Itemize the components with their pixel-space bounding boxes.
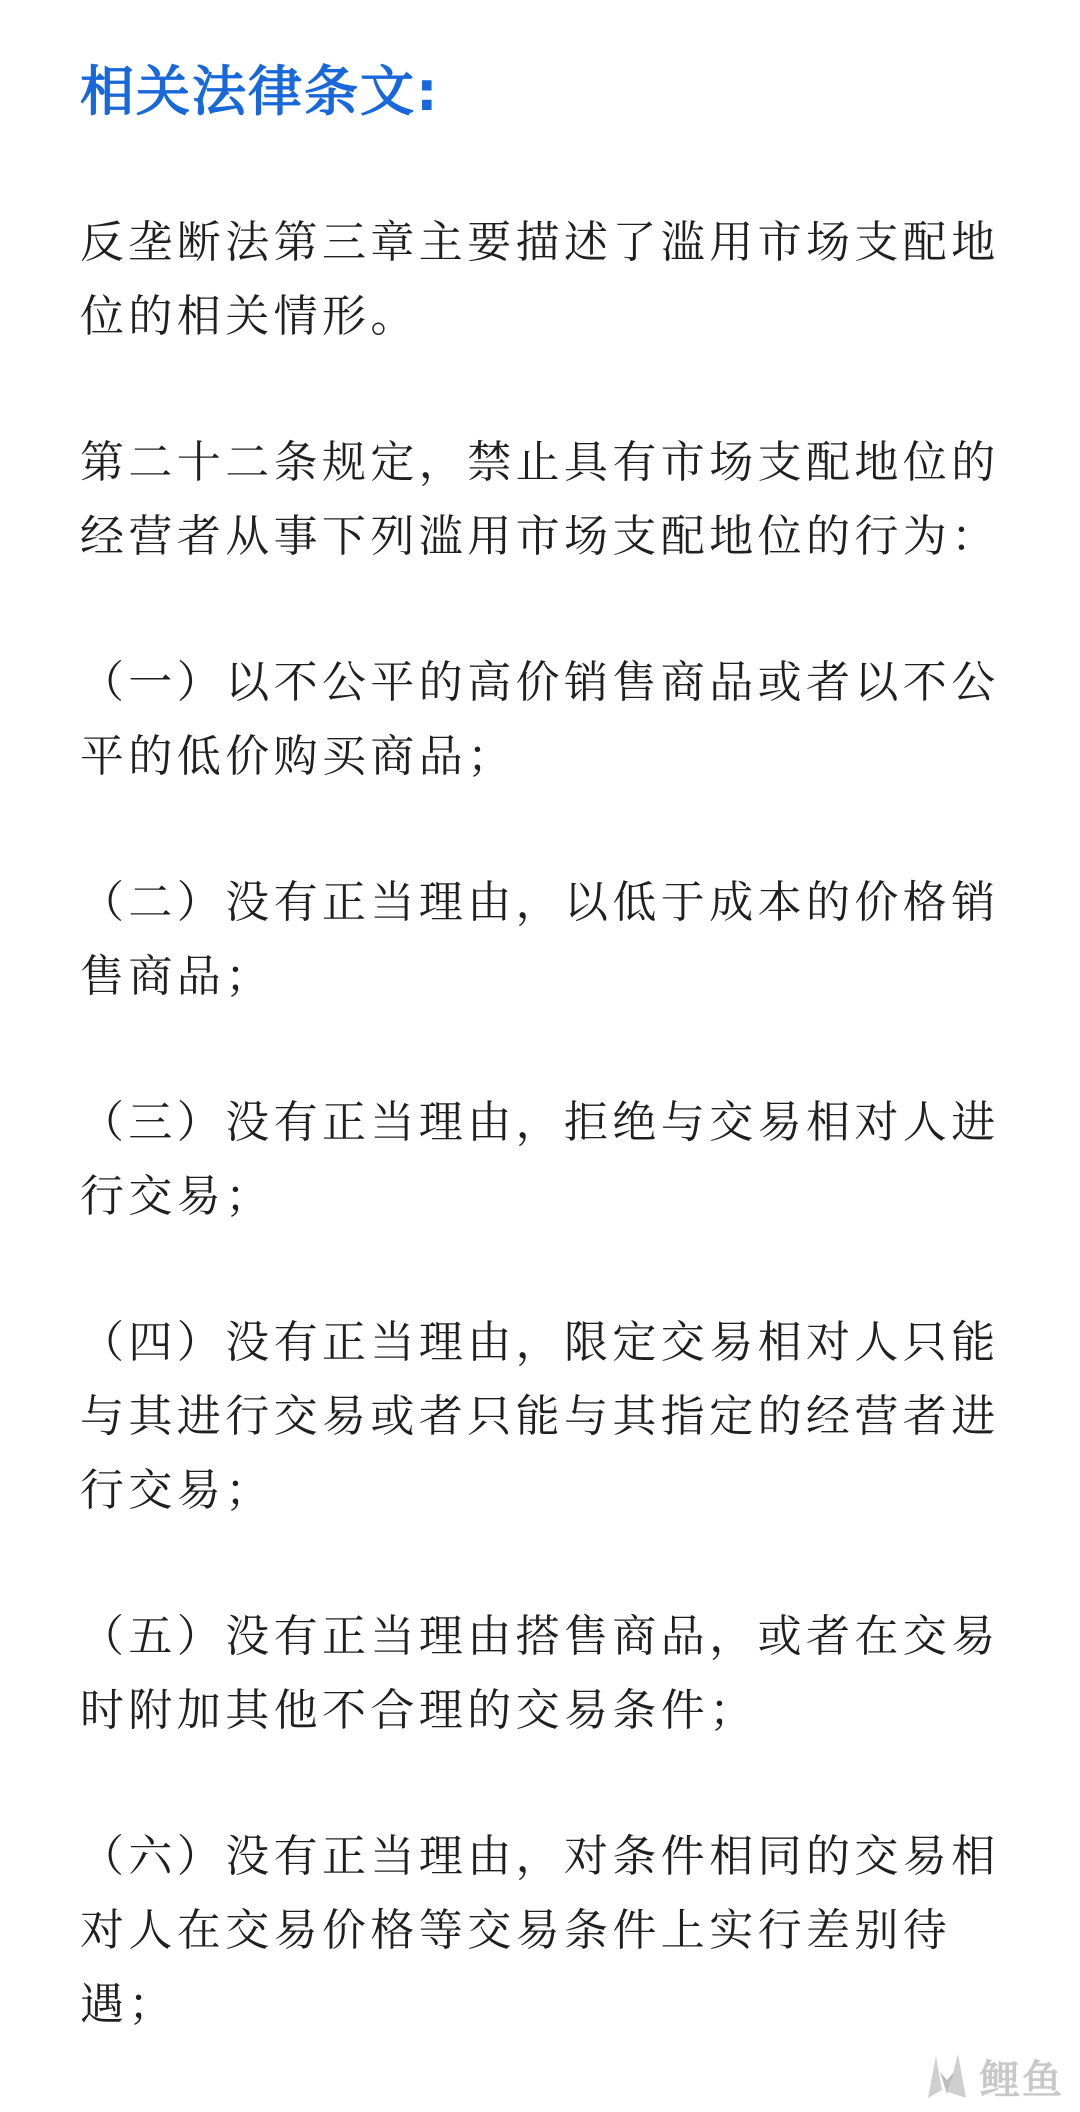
clause-item-5: （五）没有正当理由搭售商品，或者在交易时附加其他不合理的交易条件； — [80, 1611, 1000, 1736]
clause-item-6: （六）没有正当理由，对条件相同的交易相对人在交易价格等交易条件上实行差别待遇； — [80, 1831, 1000, 2030]
watermark-text: 鲤鱼 — [980, 2056, 1064, 2103]
article-22-paragraph: 第二十二条规定，禁止具有市场支配地位的经营者从事下列滥用市场支配地位的行为： — [80, 437, 1000, 562]
section-heading: 相关法律条文: — [80, 60, 440, 123]
clause-item-4: （四）没有正当理由，限定交易相对人只能与其进行交易或者只能与其指定的经营者进行交易； — [80, 1317, 1000, 1516]
intro-paragraph: 反垄断法第三章主要描述了滥用市场支配地位的相关情形。 — [80, 217, 1000, 342]
clause-item-2: （二）没有正当理由，以低于成本的价格销售商品； — [80, 877, 1000, 1002]
watermark — [918, 2046, 1064, 2106]
clause-item-1: （一）以不公平的高价销售商品或者以不公平的低价购买商品； — [80, 657, 1000, 782]
clause-item-3: （三）没有正当理由，拒绝与交易相对人进行交易； — [80, 1097, 1000, 1222]
fire-logo-icon — [918, 2050, 976, 2102]
